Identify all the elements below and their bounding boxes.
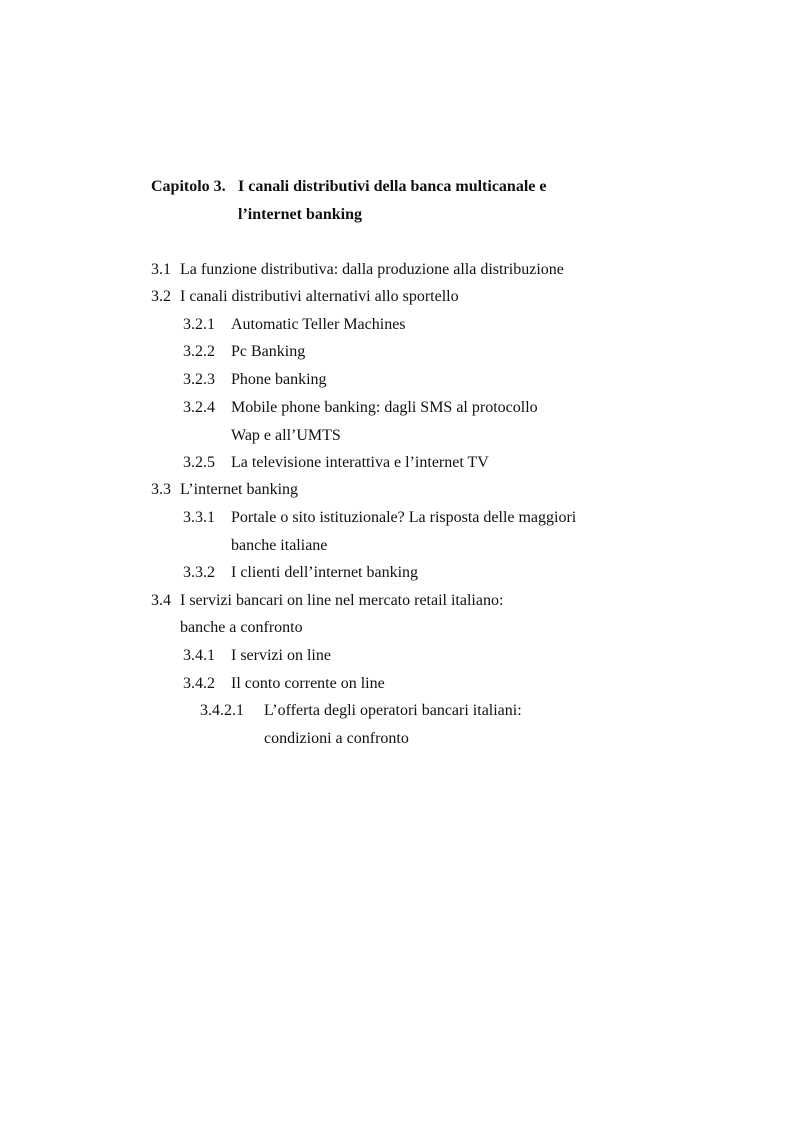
toc-entry-title: Portale o sito istituzionale? La risposta delle maggiori [231,509,577,526]
toc-number: 3.2 [151,288,171,305]
toc-entry-title: La funzione distributiva: dalla produzione alla distribuzione [180,261,564,278]
toc-entry-title: Automatic Teller Machines [231,316,406,333]
toc-entry-title: Phone banking [231,371,327,388]
chapter-title-line-1: I canali distributivi della banca multicanale e [238,178,547,195]
toc-entry-title: L’offerta degli operatori bancari italiani: [264,702,522,719]
toc-number: 3.3.2 [183,564,215,581]
toc-number: 3.2.5 [183,454,215,471]
toc-entry-title: Il conto corrente on line [231,675,385,692]
toc-entry-title: I clienti dell’internet banking [231,564,419,581]
chapter-title-line-2: l’internet banking [238,206,363,223]
toc-number: 3.2.1 [183,316,215,333]
toc-entry-title: Mobile phone banking: dagli SMS al protocollo [231,399,538,416]
toc-number: 3.3.1 [183,509,215,526]
toc-number: 3.2.4 [183,399,215,416]
toc-entry-title: L’internet banking [180,481,299,498]
toc-number: 3.2.3 [183,371,215,388]
toc-number: 3.4.1 [183,647,215,664]
toc-number: 3.2.2 [183,343,215,360]
toc-number: 3.4.2 [183,675,215,692]
toc-entry-title: I canali distributivi alternativi allo sportello [180,288,459,305]
toc-entry-title: La televisione interattiva e l’internet TV [231,454,489,471]
toc-number: 3.4 [151,592,171,609]
toc-entry-title-continuation: condizioni a confronto [264,730,409,747]
toc-entry-title: Pc Banking [231,343,306,360]
toc-entry-title-continuation: banche a confronto [180,619,303,636]
toc-number: 3.4.2.1 [200,702,244,719]
toc-entry-title: I servizi bancari on line nel mercato retail italiano: [180,592,504,609]
toc-number: 3.1 [151,261,171,278]
toc-entry-title-continuation: banche italiane [231,537,328,554]
toc-entry-title: I servizi on line [231,647,331,664]
chapter-label: Capitolo 3. [151,178,226,195]
toc-entry-title-continuation: Wap e all’UMTS [231,427,341,444]
toc-number: 3.3 [151,481,171,498]
